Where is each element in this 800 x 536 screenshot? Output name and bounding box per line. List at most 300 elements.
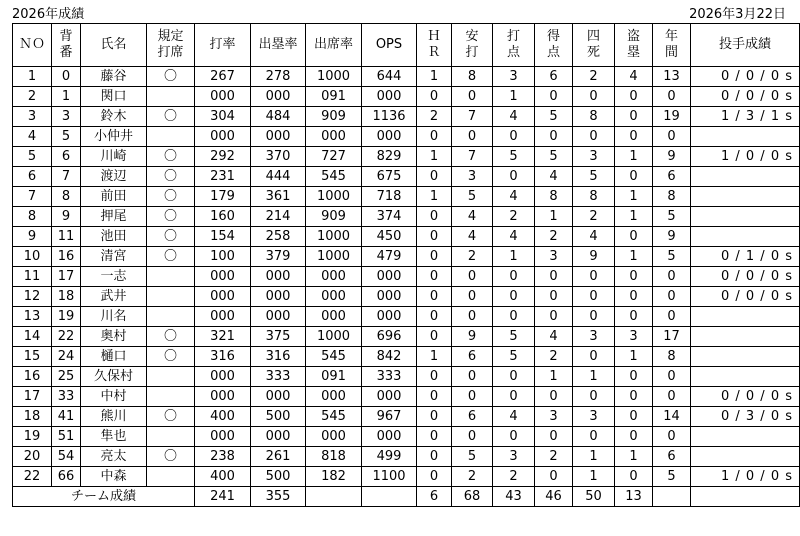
cell-bb: 2 (573, 67, 615, 87)
cell-obp: 000 (251, 87, 306, 107)
cell-obp: 000 (251, 427, 306, 447)
cell-pitch: 1 / 0 / 0 s (691, 147, 800, 167)
cell-rbi: 2 (493, 207, 535, 227)
cell-ops: 000 (362, 287, 417, 307)
cell-avg: 000 (195, 87, 251, 107)
cell-hr: 0 (417, 167, 452, 187)
cell-pitch (691, 187, 800, 207)
cell-ops: 675 (362, 167, 417, 187)
cell-avg: 154 (195, 227, 251, 247)
cell-name: 藤谷 (81, 67, 147, 87)
cell-ops: 499 (362, 447, 417, 467)
cell-obp: 333 (251, 367, 306, 387)
cell-no: 10 (13, 247, 52, 267)
cell-hr: 0 (417, 207, 452, 227)
table-row (13, 467, 800, 487)
cell-bb: 1 (573, 447, 615, 467)
cell-bb: 0 (573, 287, 615, 307)
cell-ops: 333 (362, 367, 417, 387)
cell-pitch (691, 447, 800, 467)
cell-avg: 000 (195, 267, 251, 287)
cell-age: 19 (653, 107, 691, 127)
cell-runs: 2 (535, 447, 573, 467)
total-hits: 68 (452, 487, 493, 507)
cell-shuseki: 545 (306, 167, 362, 187)
cell-no: 18 (13, 407, 52, 427)
col-header-bb: 四 死 (573, 24, 615, 67)
cell-bb: 3 (573, 407, 615, 427)
cell-hr: 0 (417, 247, 452, 267)
col-header-rbi: 打 点 (493, 24, 535, 67)
col-header-hits: 安 打 (452, 24, 493, 67)
cell-rbi: 4 (493, 107, 535, 127)
cell-sb: 0 (615, 127, 653, 147)
cell-sb: 0 (615, 167, 653, 187)
col-header-hr: Ｈ Ｒ (417, 24, 452, 67)
cell-obp: 379 (251, 247, 306, 267)
cell-age: 5 (653, 247, 691, 267)
col-header-sb: 盗 塁 (615, 24, 653, 67)
cell-hits: 9 (452, 327, 493, 347)
cell-bb: 0 (573, 387, 615, 407)
cell-sb: 0 (615, 367, 653, 387)
cell-pitch: 0 / 0 / 0 s (691, 287, 800, 307)
cell-name: 中村 (81, 387, 147, 407)
cell-bango: 17 (52, 267, 81, 287)
cell-sb: 1 (615, 187, 653, 207)
cell-kitei: 〇 (147, 187, 195, 207)
cell-runs: 0 (535, 127, 573, 147)
cell-hr: 0 (417, 467, 452, 487)
cell-hits: 0 (452, 267, 493, 287)
cell-hr: 0 (417, 287, 452, 307)
cell-kitei (147, 307, 195, 327)
cell-kitei: 〇 (147, 147, 195, 167)
cell-rbi: 0 (493, 267, 535, 287)
cell-runs: 0 (535, 427, 573, 447)
cell-sb: 0 (615, 287, 653, 307)
cell-ops: 000 (362, 87, 417, 107)
cell-sb: 0 (615, 407, 653, 427)
cell-sb: 0 (615, 387, 653, 407)
cell-hits: 5 (452, 447, 493, 467)
cell-bango: 22 (52, 327, 81, 347)
cell-pitch (691, 427, 800, 447)
cell-hr: 1 (417, 67, 452, 87)
cell-rbi: 4 (493, 227, 535, 247)
table-row (13, 267, 800, 287)
cell-bango: 25 (52, 367, 81, 387)
cell-name: 奥村 (81, 327, 147, 347)
cell-runs: 0 (535, 87, 573, 107)
cell-rbi: 0 (493, 427, 535, 447)
cell-pitch: 0 / 0 / 0 s (691, 87, 800, 107)
cell-hits: 0 (452, 427, 493, 447)
cell-age: 6 (653, 167, 691, 187)
cell-name: 久保村 (81, 367, 147, 387)
cell-hr: 0 (417, 387, 452, 407)
table-row (13, 387, 800, 407)
cell-bb: 0 (573, 427, 615, 447)
cell-sb: 3 (615, 327, 653, 347)
cell-age: 0 (653, 287, 691, 307)
cell-runs: 0 (535, 287, 573, 307)
cell-rbi: 1 (493, 247, 535, 267)
cell-shuseki: 000 (306, 427, 362, 447)
cell-no: 22 (13, 467, 52, 487)
cell-shuseki: 1000 (306, 327, 362, 347)
col-header-runs: 得 点 (535, 24, 573, 67)
cell-ops: 000 (362, 427, 417, 447)
cell-kitei: 〇 (147, 447, 195, 467)
cell-rbi: 0 (493, 127, 535, 147)
cell-name: 池田 (81, 227, 147, 247)
table-row (13, 147, 800, 167)
cell-name: 川崎 (81, 147, 147, 167)
cell-bango: 1 (52, 87, 81, 107)
cell-hits: 0 (452, 387, 493, 407)
cell-obp: 000 (251, 387, 306, 407)
cell-hr: 0 (417, 267, 452, 287)
cell-rbi: 3 (493, 447, 535, 467)
cell-runs: 2 (535, 227, 573, 247)
cell-name: 清宮 (81, 247, 147, 267)
cell-bb: 0 (573, 87, 615, 107)
cell-sb: 4 (615, 67, 653, 87)
table-row (13, 167, 800, 187)
cell-avg: 238 (195, 447, 251, 467)
cell-name: 樋口 (81, 347, 147, 367)
table-row (13, 227, 800, 247)
cell-no: 11 (13, 267, 52, 287)
cell-ops: 1100 (362, 467, 417, 487)
cell-pitch (691, 327, 800, 347)
cell-rbi: 0 (493, 307, 535, 327)
total-age (653, 487, 691, 507)
cell-hits: 5 (452, 187, 493, 207)
col-header-obp: 出塁率 (251, 24, 306, 67)
cell-obp: 500 (251, 467, 306, 487)
cell-bb: 0 (573, 127, 615, 147)
cell-age: 9 (653, 147, 691, 167)
cell-sb: 0 (615, 307, 653, 327)
cell-bango: 3 (52, 107, 81, 127)
cell-ops: 374 (362, 207, 417, 227)
cell-bb: 0 (573, 307, 615, 327)
cell-avg: 000 (195, 387, 251, 407)
cell-name: 川名 (81, 307, 147, 327)
cell-bango: 24 (52, 347, 81, 367)
cell-no: 2 (13, 87, 52, 107)
table-row (13, 347, 800, 367)
cell-hits: 8 (452, 67, 493, 87)
cell-hits: 4 (452, 207, 493, 227)
cell-kitei (147, 87, 195, 107)
cell-sb: 0 (615, 107, 653, 127)
cell-bb: 0 (573, 267, 615, 287)
cell-bango: 51 (52, 427, 81, 447)
cell-sb: 0 (615, 467, 653, 487)
col-header-no: ＮＯ (13, 24, 52, 67)
cell-age: 8 (653, 187, 691, 207)
cell-hits: 0 (452, 307, 493, 327)
cell-obp: 258 (251, 227, 306, 247)
cell-ops: 000 (362, 127, 417, 147)
cell-bb: 4 (573, 227, 615, 247)
cell-shuseki: 000 (306, 287, 362, 307)
cell-age: 14 (653, 407, 691, 427)
cell-pitch (691, 127, 800, 147)
cell-avg: 400 (195, 407, 251, 427)
cell-age: 0 (653, 267, 691, 287)
cell-ops: 644 (362, 67, 417, 87)
cell-ops: 967 (362, 407, 417, 427)
cell-age: 0 (653, 87, 691, 107)
cell-age: 5 (653, 467, 691, 487)
cell-obp: 214 (251, 207, 306, 227)
col-header-pitch: 投手成績 (691, 24, 800, 67)
cell-kitei (147, 427, 195, 447)
cell-hr: 0 (417, 427, 452, 447)
cell-avg: 100 (195, 247, 251, 267)
cell-age: 13 (653, 67, 691, 87)
cell-kitei: 〇 (147, 327, 195, 347)
cell-ops: 1136 (362, 107, 417, 127)
total-runs: 46 (535, 487, 573, 507)
cell-hits: 6 (452, 347, 493, 367)
cell-bb: 5 (573, 167, 615, 187)
cell-age: 9 (653, 227, 691, 247)
cell-hr: 0 (417, 227, 452, 247)
cell-avg: 321 (195, 327, 251, 347)
cell-hits: 7 (452, 147, 493, 167)
cell-shuseki: 909 (306, 207, 362, 227)
stats-table (12, 23, 800, 507)
cell-name: 一志 (81, 267, 147, 287)
cell-shuseki: 727 (306, 147, 362, 167)
table-row (13, 367, 800, 387)
col-header-name: 氏名 (81, 24, 147, 67)
cell-no: 5 (13, 147, 52, 167)
cell-obp: 000 (251, 127, 306, 147)
table-row (13, 187, 800, 207)
cell-ops: 000 (362, 387, 417, 407)
total-shuseki (306, 487, 362, 507)
cell-age: 6 (653, 447, 691, 467)
cell-runs: 5 (535, 107, 573, 127)
cell-name: 押尾 (81, 207, 147, 227)
cell-sb: 0 (615, 87, 653, 107)
total-ops (362, 487, 417, 507)
table-row (13, 427, 800, 447)
cell-avg: 316 (195, 347, 251, 367)
cell-hr: 0 (417, 87, 452, 107)
cell-obp: 000 (251, 307, 306, 327)
cell-rbi: 4 (493, 187, 535, 207)
cell-bb: 1 (573, 467, 615, 487)
cell-bango: 18 (52, 287, 81, 307)
cell-name: 鈴木 (81, 107, 147, 127)
cell-pitch: 1 / 0 / 0 s (691, 467, 800, 487)
cell-bb: 8 (573, 107, 615, 127)
cell-shuseki: 000 (306, 307, 362, 327)
cell-ops: 450 (362, 227, 417, 247)
cell-age: 0 (653, 387, 691, 407)
cell-obp: 361 (251, 187, 306, 207)
cell-hr: 0 (417, 127, 452, 147)
cell-no: 9 (13, 227, 52, 247)
cell-hits: 2 (452, 467, 493, 487)
cell-shuseki: 1000 (306, 247, 362, 267)
cell-sb: 1 (615, 447, 653, 467)
cell-rbi: 2 (493, 467, 535, 487)
cell-avg: 400 (195, 467, 251, 487)
report-title: 2026年成績 (12, 7, 85, 22)
cell-hr: 2 (417, 107, 452, 127)
cell-hr: 0 (417, 407, 452, 427)
cell-rbi: 1 (493, 87, 535, 107)
total-sb: 13 (615, 487, 653, 507)
cell-pitch: 0 / 0 / 0 s (691, 387, 800, 407)
cell-kitei: 〇 (147, 167, 195, 187)
col-header-bango: 背 番 (52, 24, 81, 67)
cell-sb: 1 (615, 147, 653, 167)
cell-rbi: 0 (493, 287, 535, 307)
cell-pitch (691, 347, 800, 367)
cell-name: 武井 (81, 287, 147, 307)
cell-hits: 0 (452, 287, 493, 307)
cell-avg: 160 (195, 207, 251, 227)
col-header-age: 年 間 (653, 24, 691, 67)
table-row (13, 127, 800, 147)
cell-name: 熊川 (81, 407, 147, 427)
cell-hits: 2 (452, 247, 493, 267)
cell-ops: 718 (362, 187, 417, 207)
cell-kitei: 〇 (147, 207, 195, 227)
cell-sb: 0 (615, 267, 653, 287)
cell-no: 7 (13, 187, 52, 207)
cell-shuseki: 818 (306, 447, 362, 467)
stats-table-body (13, 24, 800, 507)
cell-avg: 000 (195, 307, 251, 327)
cell-shuseki: 182 (306, 467, 362, 487)
cell-obp: 500 (251, 407, 306, 427)
cell-avg: 000 (195, 287, 251, 307)
table-row (13, 407, 800, 427)
table-row (13, 207, 800, 227)
table-row (13, 327, 800, 347)
cell-kitei: 〇 (147, 407, 195, 427)
cell-hits: 3 (452, 167, 493, 187)
cell-name: 前田 (81, 187, 147, 207)
cell-kitei (147, 267, 195, 287)
cell-age: 0 (653, 127, 691, 147)
cell-hits: 0 (452, 87, 493, 107)
cell-kitei (147, 467, 195, 487)
cell-bango: 5 (52, 127, 81, 147)
cell-pitch (691, 167, 800, 187)
cell-shuseki: 091 (306, 367, 362, 387)
cell-hr: 1 (417, 147, 452, 167)
cell-shuseki: 1000 (306, 227, 362, 247)
cell-ops: 000 (362, 267, 417, 287)
cell-hr: 0 (417, 447, 452, 467)
cell-bb: 3 (573, 147, 615, 167)
cell-obp: 278 (251, 67, 306, 87)
cell-no: 1 (13, 67, 52, 87)
cell-no: 3 (13, 107, 52, 127)
cell-bb: 3 (573, 327, 615, 347)
cell-runs: 0 (535, 307, 573, 327)
cell-avg: 179 (195, 187, 251, 207)
cell-no: 12 (13, 287, 52, 307)
cell-shuseki: 000 (306, 387, 362, 407)
cell-hr: 0 (417, 307, 452, 327)
total-avg: 241 (195, 487, 251, 507)
total-bb: 50 (573, 487, 615, 507)
cell-pitch (691, 367, 800, 387)
cell-obp: 370 (251, 147, 306, 167)
cell-bango: 6 (52, 147, 81, 167)
cell-obp: 000 (251, 287, 306, 307)
cell-runs: 8 (535, 187, 573, 207)
cell-kitei (147, 387, 195, 407)
cell-bb: 1 (573, 367, 615, 387)
cell-sb: 1 (615, 247, 653, 267)
cell-rbi: 0 (493, 367, 535, 387)
cell-runs: 1 (535, 207, 573, 227)
cell-pitch (691, 207, 800, 227)
cell-bango: 7 (52, 167, 81, 187)
cell-no: 4 (13, 127, 52, 147)
cell-ops: 479 (362, 247, 417, 267)
cell-age: 17 (653, 327, 691, 347)
cell-hr: 0 (417, 367, 452, 387)
cell-bb: 2 (573, 207, 615, 227)
col-header-avg: 打率 (195, 24, 251, 67)
cell-name: 中森 (81, 467, 147, 487)
cell-ops: 000 (362, 307, 417, 327)
cell-no: 15 (13, 347, 52, 367)
cell-runs: 5 (535, 147, 573, 167)
cell-bango: 19 (52, 307, 81, 327)
cell-bango: 0 (52, 67, 81, 87)
cell-avg: 000 (195, 127, 251, 147)
cell-age: 0 (653, 427, 691, 447)
cell-pitch: 0 / 0 / 0 s (691, 67, 800, 87)
cell-pitch: 0 / 0 / 0 s (691, 267, 800, 287)
cell-hits: 0 (452, 367, 493, 387)
cell-rbi: 5 (493, 327, 535, 347)
cell-pitch: 1 / 3 / 1 s (691, 107, 800, 127)
cell-shuseki: 545 (306, 407, 362, 427)
cell-hr: 0 (417, 327, 452, 347)
cell-shuseki: 000 (306, 127, 362, 147)
cell-bango: 16 (52, 247, 81, 267)
cell-bb: 8 (573, 187, 615, 207)
col-header-ops: OPS (362, 24, 417, 67)
cell-no: 13 (13, 307, 52, 327)
cell-rbi: 0 (493, 167, 535, 187)
cell-obp: 444 (251, 167, 306, 187)
cell-runs: 2 (535, 347, 573, 367)
cell-runs: 1 (535, 367, 573, 387)
cell-kitei (147, 367, 195, 387)
cell-hr: 1 (417, 347, 452, 367)
cell-age: 8 (653, 347, 691, 367)
cell-bb: 0 (573, 347, 615, 367)
cell-bango: 33 (52, 387, 81, 407)
